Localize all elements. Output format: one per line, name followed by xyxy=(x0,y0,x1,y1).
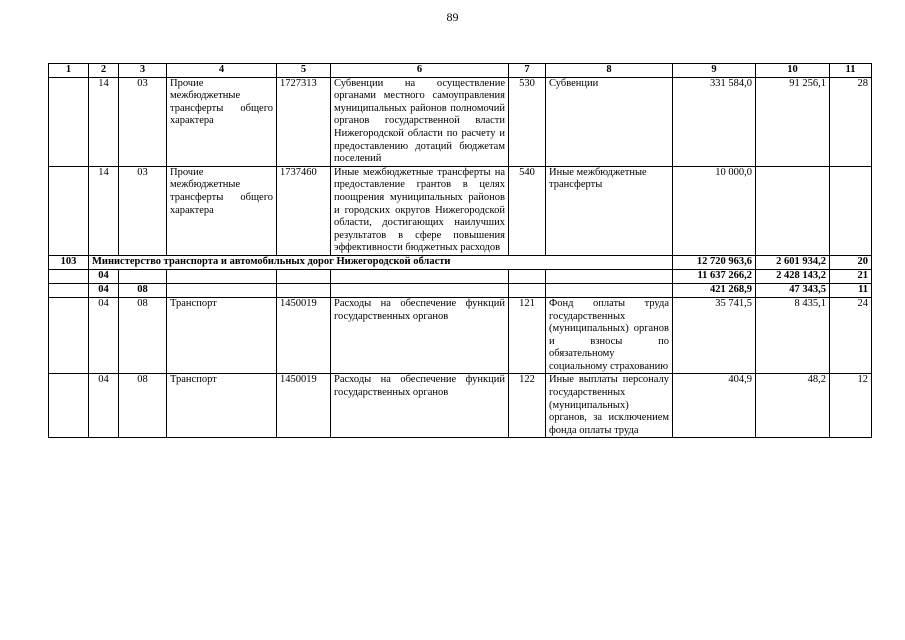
cell-col11: 20 xyxy=(830,255,872,269)
cell-col8: Иные межбюджетные трансферты xyxy=(546,166,673,255)
ministry-title: Министерство транспорта и автомобильных дорог Нижегородской области xyxy=(89,255,673,269)
cell-col6: Расходы на обеспечение функций государственных органов xyxy=(331,374,509,438)
cell-col10 xyxy=(756,166,830,255)
cell-col4: Транспорт xyxy=(167,374,277,438)
cell-col3 xyxy=(119,269,167,283)
cell-col2: 14 xyxy=(89,166,119,255)
cell-col9: 404,9 xyxy=(673,374,756,438)
cell-col1 xyxy=(49,283,89,297)
cell-col6 xyxy=(331,269,509,283)
cell-col2: 04 xyxy=(89,283,119,297)
cell-col4: Прочие межбюджетные трансферты общего характера xyxy=(167,166,277,255)
cell-col9: 35 741,5 xyxy=(673,297,756,374)
cell-col9: 12 720 963,6 xyxy=(673,255,756,269)
cell-col4: Транспорт xyxy=(167,297,277,374)
header-row xyxy=(49,64,872,78)
header-cell: 4 xyxy=(167,64,277,78)
cell-col7 xyxy=(509,269,546,283)
cell-col6: Расходы на обеспечение функций государственных органов xyxy=(331,297,509,374)
table-row xyxy=(49,166,872,255)
page-number: 89 xyxy=(446,10,459,24)
cell-col9: 331 584,0 xyxy=(673,77,756,166)
cell-col6 xyxy=(331,283,509,297)
header-cell: 8 xyxy=(546,64,673,78)
cell-col1 xyxy=(49,374,89,438)
cell-col3: 08 xyxy=(119,283,167,297)
cell-col2: 04 xyxy=(89,374,119,438)
cell-col5: 1450019 xyxy=(277,374,331,438)
cell-col1: 103 xyxy=(49,255,89,269)
cell-col8: Фонд оплаты труда государственных (муниципальных) органов и взносы по обязательному социальному страхованию xyxy=(546,297,673,374)
cell-col4: Прочие межбюджетные трансферты общего характера xyxy=(167,77,277,166)
cell-col9: 421 268,9 xyxy=(673,283,756,297)
budget-table xyxy=(48,63,872,438)
cell-col2: 14 xyxy=(89,77,119,166)
table-row-section xyxy=(49,269,872,283)
cell-col5: 1727313 xyxy=(277,77,331,166)
cell-col3: 03 xyxy=(119,166,167,255)
cell-col10: 8 435,1 xyxy=(756,297,830,374)
cell-col1 xyxy=(49,77,89,166)
header-cell: 2 xyxy=(89,64,119,78)
cell-col11: 12 xyxy=(830,374,872,438)
cell-col10: 47 343,5 xyxy=(756,283,830,297)
cell-col10: 48,2 xyxy=(756,374,830,438)
cell-col10: 2 428 143,2 xyxy=(756,269,830,283)
header-cell: 11 xyxy=(830,64,872,78)
cell-col11: 21 xyxy=(830,269,872,283)
cell-col3: 08 xyxy=(119,374,167,438)
cell-col10: 2 601 934,2 xyxy=(756,255,830,269)
cell-col7: 121 xyxy=(509,297,546,374)
cell-col3: 03 xyxy=(119,77,167,166)
cell-col1 xyxy=(49,269,89,283)
header-cell: 5 xyxy=(277,64,331,78)
header-cell: 1 xyxy=(49,64,89,78)
cell-col5 xyxy=(277,269,331,283)
cell-col11: 11 xyxy=(830,283,872,297)
cell-col9: 11 637 266,2 xyxy=(673,269,756,283)
cell-col1 xyxy=(49,297,89,374)
cell-col4 xyxy=(167,269,277,283)
header-cell: 10 xyxy=(756,64,830,78)
cell-col6: Субвенции на осуществление органами местного самоуправления муниципальных районов полномочий органов государственной власти Нижегородской области по расчету и предоставлению дотаций бюджетам поселений xyxy=(331,77,509,166)
cell-col5: 1450019 xyxy=(277,297,331,374)
cell-col8 xyxy=(546,269,673,283)
cell-col9: 10 000,0 xyxy=(673,166,756,255)
table-row xyxy=(49,77,872,166)
header-cell: 9 xyxy=(673,64,756,78)
cell-col1 xyxy=(49,166,89,255)
table-row xyxy=(49,297,872,374)
cell-col7: 122 xyxy=(509,374,546,438)
table-row xyxy=(49,374,872,438)
header-cell: 7 xyxy=(509,64,546,78)
cell-col11: 28 xyxy=(830,77,872,166)
cell-col7: 540 xyxy=(509,166,546,255)
cell-col2: 04 xyxy=(89,297,119,374)
cell-col10: 91 256,1 xyxy=(756,77,830,166)
cell-col8: Субвенции xyxy=(546,77,673,166)
cell-col5: 1737460 xyxy=(277,166,331,255)
cell-col7: 530 xyxy=(509,77,546,166)
header-cell: 3 xyxy=(119,64,167,78)
header-cell: 6 xyxy=(331,64,509,78)
cell-col7 xyxy=(509,283,546,297)
cell-col4 xyxy=(167,283,277,297)
cell-col5 xyxy=(277,283,331,297)
table-row-ministry xyxy=(49,255,872,269)
cell-col8 xyxy=(546,283,673,297)
cell-col6: Иные межбюджетные трансферты на предоставление грантов в целях поощрения муниципальных районов и городских округов Нижегородской области, достигающих наилучших результатов в сфере повышения эффективности бюджетных расходов xyxy=(331,166,509,255)
table-row-subsection xyxy=(49,283,872,297)
cell-col8: Иные выплаты персоналу государственных (муниципальных) органов, за исключением фонда оплаты труда xyxy=(546,374,673,438)
cell-col2: 04 xyxy=(89,269,119,283)
cell-col11 xyxy=(830,166,872,255)
cell-col3: 08 xyxy=(119,297,167,374)
cell-col11: 24 xyxy=(830,297,872,374)
